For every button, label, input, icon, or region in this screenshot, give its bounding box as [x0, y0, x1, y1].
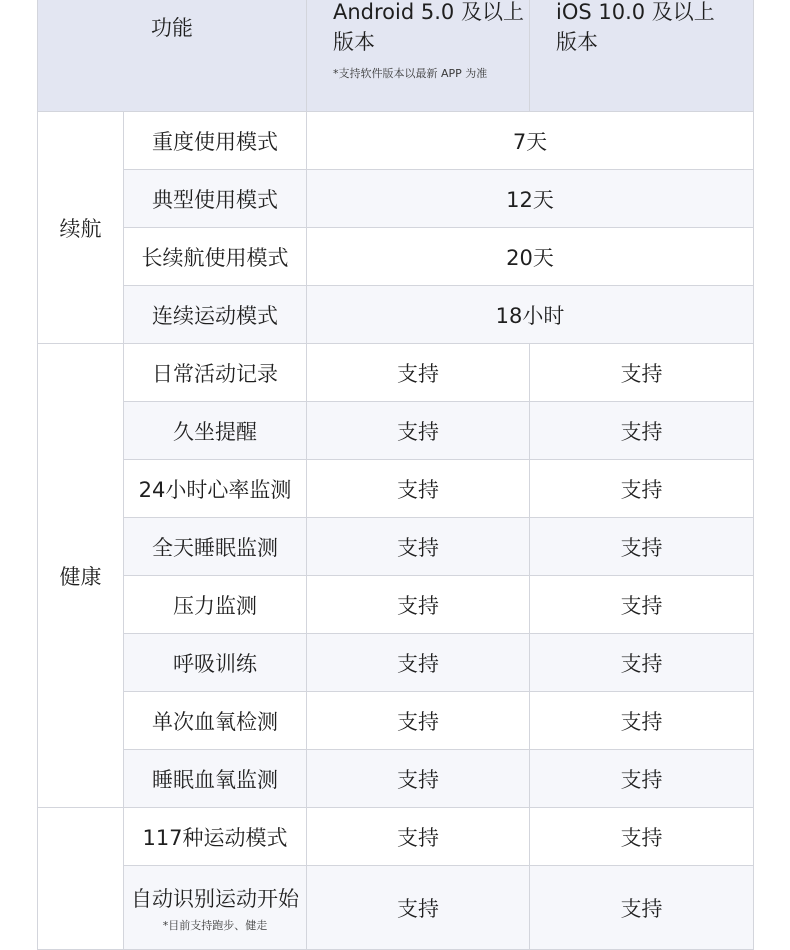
android-cell: 支持 — [307, 460, 530, 518]
table-row — [38, 286, 754, 344]
ios-cell: 支持 — [530, 460, 754, 518]
table-row — [38, 634, 754, 692]
value-cell: 7天 — [307, 112, 754, 170]
header-ios — [530, 0, 754, 112]
feature-cell: 全天睡眠监测 — [124, 518, 307, 576]
ios-title-line-2: 版本 — [556, 30, 598, 54]
value-cell: 12天 — [307, 170, 754, 228]
ios-cell: 支持 — [530, 518, 754, 576]
android-cell: 支持 — [307, 344, 530, 402]
value-cell: 20天 — [307, 228, 754, 286]
spec-table — [37, 0, 754, 950]
table-row — [38, 518, 754, 576]
table-row — [38, 344, 754, 402]
ios-cell: 支持 — [530, 576, 754, 634]
category-sport — [38, 808, 124, 950]
table-row — [38, 402, 754, 460]
android-cell: 支持 — [307, 518, 530, 576]
table-row — [38, 692, 754, 750]
ios-cell: 支持 — [530, 692, 754, 750]
ios-cell: 支持 — [530, 808, 754, 866]
ios-cell: 支持 — [530, 402, 754, 460]
feature-cell: 久坐提醒 — [124, 402, 307, 460]
android-title-line-1: Android 5.0 及以上 — [333, 0, 524, 24]
feature-label: 自动识别运动开始 — [131, 886, 299, 911]
value-cell: 18小时 — [307, 286, 754, 344]
feature-cell: 睡眠血氧监测 — [124, 750, 307, 808]
android-note: *支持软件版本以最新 APP 为准 — [333, 67, 488, 80]
table-row — [38, 750, 754, 808]
android-cell: 支持 — [307, 692, 530, 750]
table-row — [38, 112, 754, 170]
table-row — [38, 808, 754, 866]
ios-cell: 支持 — [530, 344, 754, 402]
ios-cell: 支持 — [530, 750, 754, 808]
feature-cell: 117种运动模式 — [124, 808, 307, 866]
feature-cell: 长续航使用模式 — [124, 228, 307, 286]
android-cell: 支持 — [307, 402, 530, 460]
android-cell: 支持 — [307, 576, 530, 634]
ios-title-line-1: iOS 10.0 及以上 — [556, 0, 715, 24]
table-row — [38, 460, 754, 518]
ios-cell: 支持 — [530, 634, 754, 692]
header-android — [307, 0, 530, 112]
header-feature: 功能 — [38, 0, 307, 112]
category-battery: 续航 — [38, 112, 124, 344]
android-cell: 支持 — [307, 866, 530, 950]
feature-cell: 单次血氧检测 — [124, 692, 307, 750]
android-cell: 支持 — [307, 634, 530, 692]
android-title-line-2: 版本 — [333, 30, 375, 54]
ios-cell: 支持 — [530, 866, 754, 950]
category-health: 健康 — [38, 344, 124, 808]
table-row — [38, 170, 754, 228]
table-row — [38, 576, 754, 634]
feature-cell: 压力监测 — [124, 576, 307, 634]
feature-cell: 日常活动记录 — [124, 344, 307, 402]
android-cell: 支持 — [307, 808, 530, 866]
android-cell: 支持 — [307, 750, 530, 808]
feature-cell: 重度使用模式 — [124, 112, 307, 170]
feature-note: *目前支持跑步、健走 — [162, 918, 268, 932]
feature-cell: 24小时心率监测 — [124, 460, 307, 518]
feature-cell — [124, 866, 307, 950]
feature-cell: 典型使用模式 — [124, 170, 307, 228]
table-row — [38, 228, 754, 286]
feature-cell: 连续运动模式 — [124, 286, 307, 344]
table-row — [38, 866, 754, 950]
feature-cell: 呼吸训练 — [124, 634, 307, 692]
